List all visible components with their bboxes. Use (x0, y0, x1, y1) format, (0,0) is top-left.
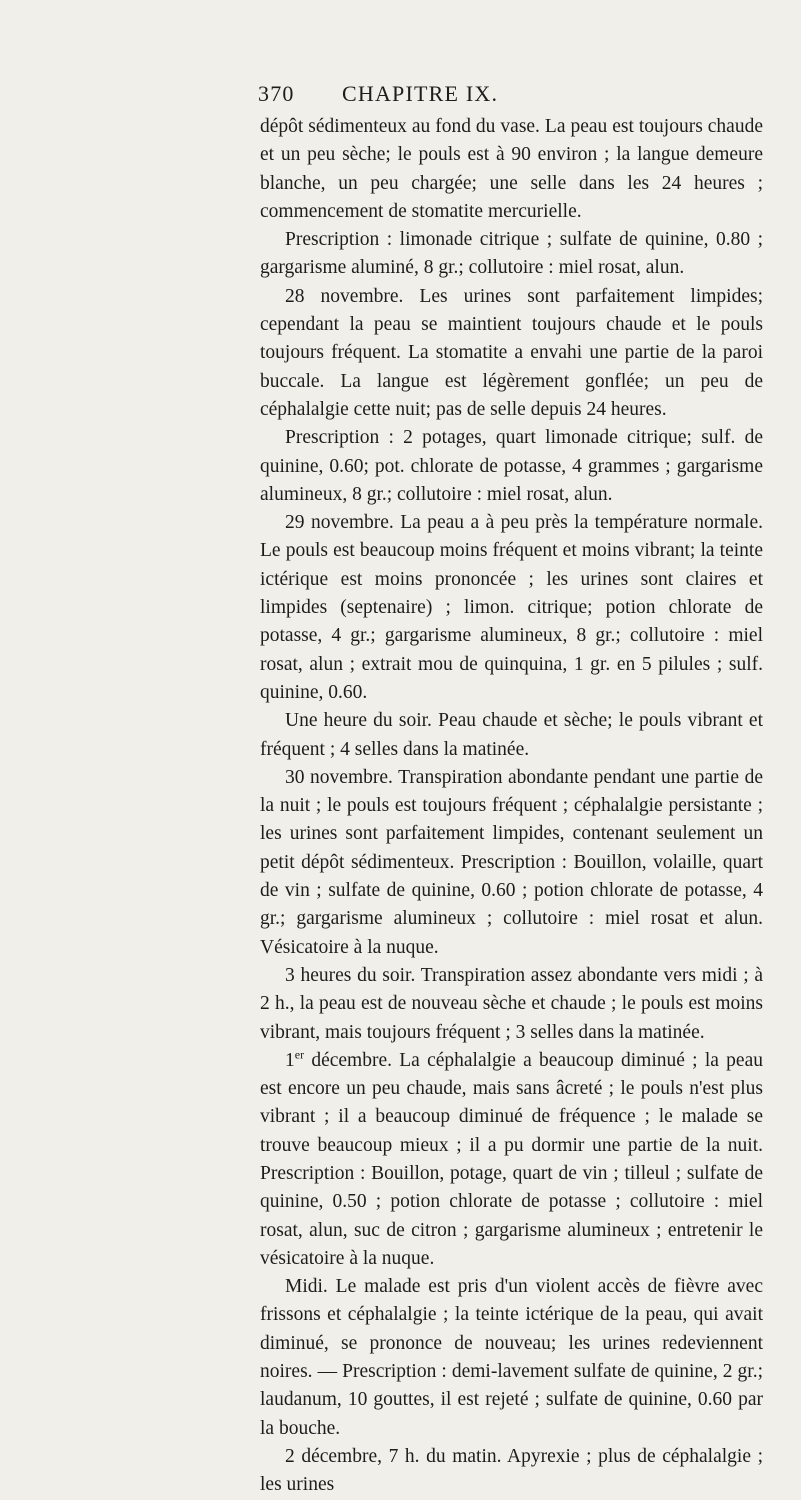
paragraph (260, 1047, 763, 1273)
paragraph: dépôt sédimenteux au fond du vase. La peau est toujours chaude et un peu sèche; le pouls est à 90 environ ; la langue demeure blanche, un peu chargée; une selle dans les 24 heures ; commencement de stomatite mercurielle. (260, 116, 763, 222)
date-number: 1 (285, 1049, 295, 1071)
ordinal-superscript: er (294, 1047, 305, 1062)
paragraph: 3 heures du soir. Transpiration assez abondante vers midi ; à 2 h., la peau est de nouveau sèche et chaude ; le pouls est moins vibrant, mais toujours fréquent ; 3 selles dans la matinée. (260, 964, 763, 1043)
paragraph: Prescription : limonade citrique ; sulfate de quinine, 0.80 ; gargarisme aluminé, 8 gr.; collutoire : miel rosat, alun. (260, 229, 763, 279)
paragraph-text: décembre. La céphalalgie a beaucoup diminué ; la peau est encore un peu chaude, mais sans âcreté ; le pouls n'est plus vibrant ; il a beaucoup diminué de fréquence ; le malade se trouve beaucoup mieux ; il a pu dormir une partie de la nuit. Prescription : Bouillon, potage, quart de vin ; tilleul ; sulfate de quinine, 0.50 ; potion chlorate de potasse ; collutoire : miel rosat, alun, suc de citron ; gargarisme alumineux ; entretenir le vésicatoire à la nuque. (260, 1049, 763, 1269)
running-head: CHAPITRE IX. (342, 81, 499, 106)
paragraph: 2 décembre, 7 h. du matin. Apyrexie ; plus de céphalalgie ; les urines (260, 1445, 763, 1496)
paragraph: 30 novembre. Transpiration abondante pendant une partie de la nuit ; le pouls est toujours fréquent ; céphalalgie persistante ; les urines sont parfaitement limpides, contenant seulement un petit dépôt sédimenteux. Prescription : Bouillon, volaille, quart de vin ; sulfate de quinine, 0.60 ; potion chlorate de potasse, 4 gr.; gargarisme alumineux ; collutoire : miel rosat et alun. Vésicatoire à la nuque. (260, 766, 763, 958)
paragraph: 29 novembre. La peau a à peu près la température normale. Le pouls est beaucoup moins fréquent et moins vibrant; la teinte ictérique est moins prononcée ; les urines sont claires et limpides (septenaire) ; limon. citrique; potion chlorate de potasse, 4 gr.; gargarisme alumineux, 8 gr.; collutoire : miel rosat, alun ; extrait mou de quinquina, 1 gr. en 5 pilules ; sulf. quinine, 0.60. (260, 512, 763, 703)
page-body (260, 113, 763, 1496)
paragraph: 28 novembre. Les urines sont parfaitement limpides; cependant la peau se maintient toujours chaude et le pouls toujours fréquent. La stomatite a envahi une partie de la paroi buccale. La langue est légèrement gonflée; un peu de céphalalgie cette nuit; pas de selle depuis 24 heures. (260, 285, 763, 420)
paragraph: Prescription : 2 potages, quart limonade citrique; sulf. de quinine, 0.60; pot. chlorate de potasse, 4 grammes ; gargarisme alumineux, 8 gr.; collutoire : miel rosat, alun. (260, 427, 763, 505)
paragraph: Midi. Le malade est pris d'un violent accès de fièvre avec frissons et céphalalgie ; la teinte ictérique de la peau, qui avait diminué, se prononce de nouveau; les urines redeviennent noires. — Prescription : demi-lavement sulfate de quinine, 2 gr.; laudanum, 10 gouttes, il est rejeté ; sulfate de quinine, 0.60 par la bouche. (260, 1276, 763, 1439)
page-number: 370 (258, 81, 295, 106)
paragraph: Une heure du soir. Peau chaude et sèche; le pouls vibrant et fréquent ; 4 selles dans la matinée. (260, 710, 763, 760)
page-header (258, 78, 758, 110)
